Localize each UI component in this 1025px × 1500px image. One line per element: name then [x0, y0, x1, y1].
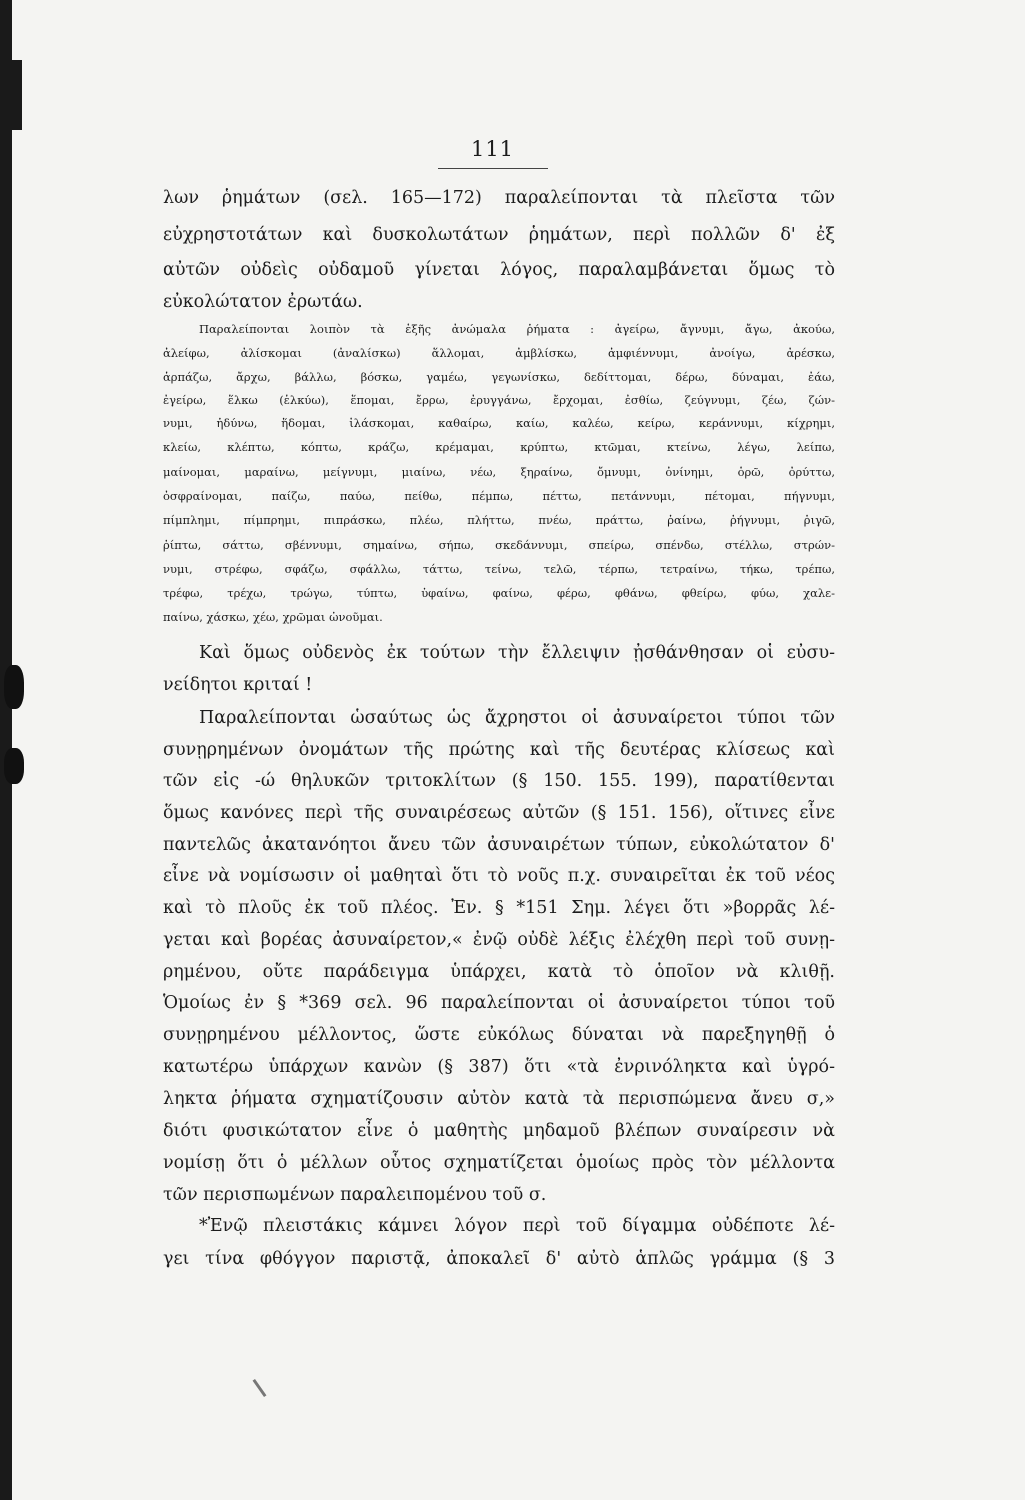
- text-line: ληκτα ῥήματα σχηματίζουσιν αὐτὸν κατὰ τὰ περισπώμενα ἄνευ σ,»: [163, 1089, 835, 1109]
- text-line: νομίσῃ ὅτι ὁ μέλλων οὗτος σχηματίζεται ὁμοίως πρὸς τὸν μέλλοντα: [163, 1153, 835, 1173]
- text-line: συνῃρημένων ὀνομάτων τῆς πρώτης καὶ τῆς δευτέρας κλίσεως καὶ: [163, 740, 835, 760]
- text-line: τῶν περισπωμένων παραλειπομένου τοῦ σ.: [163, 1185, 547, 1205]
- text-line: ὀσφραίνομαι, παίζω, παύω, πείθω, πέμπω, πέττω, πετάννυμι, πέτομαι, πήγνυμι,: [163, 489, 835, 503]
- text-line: νυμι, στρέφω, σφάζω, σφάλλω, τάττω, τείνω, τελῶ, τέρπω, τετραίνω, τήκω, τρέπω,: [163, 562, 835, 576]
- text-line: συνῃρημένου μέλλοντος, ὥστε εὐκόλως δύναται νὰ παρεξηγηθῇ ὁ: [163, 1025, 835, 1045]
- text-line: γεται καὶ βορέας ἀσυναίρετον,« ἐνῷ οὐδὲ λέξις ἐλέχθη περὶ τοῦ συνῃ-: [163, 930, 835, 950]
- footnote-line: *Ἐνῷ πλειστάκις κάμνει λόγον περὶ τοῦ δίγαμμα οὐδέποτε λέ-: [199, 1216, 835, 1236]
- text-line: πίμπλημι, πίμπρημι, πιπράσκω, πλέω, πλήττω, πνέω, πράττω, ῥαίνω, ῥήγνυμι, ῥιγῶ,: [163, 513, 835, 527]
- text-line: νείδητοι κριταί !: [163, 675, 313, 695]
- stray-mark: [253, 1379, 267, 1397]
- ink-blot: [4, 748, 24, 784]
- text-line: ῥίπτω, σάττω, σβέννυμι, σημαίνω, σήπω, σκεδάννυμι, σπείρω, σπένδω, στέλλω, στρών-: [163, 538, 835, 552]
- page-number: 111: [470, 137, 515, 161]
- text-line: εὐκολώτατον ἐρωτάω.: [163, 292, 363, 312]
- text-line: τῶν εἰς -ώ θηλυκῶν τριτοκλίτων (§ 150. 155. 199), παρατίθενται: [163, 771, 835, 791]
- ink-blot: [4, 665, 24, 709]
- text-line: ὅμως κανόνες περὶ τῆς συναιρέσεως αὐτῶν (§ 151. 156), οἵτινες εἶνε: [163, 803, 835, 823]
- text-line: παντελῶς ἀκατανόητοι ἄνευ τῶν ἀσυναιρέτων τύπων, εὐκολώτατον δ': [163, 835, 835, 855]
- text-line: κατωτέρω ὑπάρχων κανὼν (§ 387) ὅτι «τὰ ἐνρινόληκτα καὶ ὑγρό-: [163, 1057, 835, 1077]
- text-line: Καὶ ὅμως οὐδενὸς ἐκ τούτων τὴν ἔλλειψιν ᾐσθάνθησαν οἱ εὐσυ-: [199, 643, 835, 663]
- text-line: μαίνομαι, μαραίνω, μείγνυμι, μιαίνω, νέω, ξηραίνω, ὄμνυμι, ὀνίνημι, ὁρῶ, ὀρύττω,: [163, 465, 835, 479]
- footnote-line: γει τίνα φθόγγον παριστᾷ, ἀποκαλεῖ δ' αὐτὸ ἁπλῶς γράμμα (§ 3: [163, 1249, 835, 1269]
- text-line: παίνω, χάσκω, χέω, χρῶμαι ὠνοῦμαι.: [163, 610, 383, 624]
- text-line: ἁρπάζω, ἄρχω, βάλλω, βόσκω, γαμέω, γεγωνίσκω, δεδίττομαι, δέρω, δύναμαι, ἐάω,: [163, 370, 835, 384]
- text-line: Παραλείπονται ὡσαύτως ὡς ἄχρηστοι οἱ ἀσυναίρετοι τύποι τῶν: [199, 708, 835, 728]
- text-line: εἶνε νὰ νομίσωσιν οἱ μαθηταὶ ὅτι τὸ νοῦς π.χ. συναιρεῖται ἐκ τοῦ νέος: [163, 866, 835, 886]
- text-line: λων ῥημάτων (σελ. 165—172) παραλείπονται τὰ πλεῖστα τῶν: [163, 188, 835, 208]
- text-line: ρημένου, οὔτε παράδειγμα ὑπάρχει, κατὰ τὸ ὁποῖον νὰ κλιθῇ.: [163, 962, 835, 982]
- text-line: Παραλείπονται λοιπὸν τὰ ἑξῆς ἀνώμαλα ῥήματα : ἀγείρω, ἄγνυμι, ἄγω, ἀκούω,: [199, 322, 835, 336]
- text-line: αὐτῶν οὐδεὶς οὐδαμοῦ γίνεται λόγος, παραλαμβάνεται ὅμως τὸ: [163, 260, 835, 280]
- text-line: ἀλείφω, ἀλίσκομαι (ἀναλίσκω) ἅλλομαι, ἀμβλίσκω, ἀμφιέννυμι, ἀνοίγω, ἀρέσκω,: [163, 346, 835, 360]
- header-rule: [438, 168, 548, 169]
- binding-edge-mark: [12, 60, 22, 130]
- text-line: νυμι, ἡδύνω, ἥδομαι, ἱλάσκομαι, καθαίρω, καίω, καλέω, κείρω, κεράννυμι, κίχρημι,: [163, 416, 835, 430]
- text-line: κλείω, κλέπτω, κόπτω, κράζω, κρέμαμαι, κρύπτω, κτῶμαι, κτείνω, λέγω, λείπω,: [163, 440, 835, 454]
- text-line: εὐχρηστοτάτων καὶ δυσκολωτάτων ῥημάτων, περὶ πολλῶν δ' ἐξ: [163, 225, 835, 245]
- text-line: διότι φυσικώτατον εἶνε ὁ μαθητὴς μηδαμοῦ βλέπων συναίρεσιν νὰ: [163, 1121, 835, 1141]
- text-line: τρέφω, τρέχω, τρώγω, τύπτω, ὑφαίνω, φαίνω, φέρω, φθάνω, φθείρω, φύω, χαλε-: [163, 586, 835, 600]
- text-line: ἐγείρω, ἕλκω (ἑλκύω), ἕπομαι, ἔρρω, ἐρυγγάνω, ἔρχομαι, ἐσθίω, ζεύγνυμι, ζέω, ζών-: [163, 393, 835, 407]
- text-line: Ὁμοίως ἐν § *369 σελ. 96 παραλείπονται οἱ ἀσυναίρετοι τύποι τοῦ: [163, 993, 835, 1013]
- text-line: καὶ τὸ πλοῦς ἐκ τοῦ πλέος. Ἐν. § *151 Σημ. λέγει ὅτι »βορρᾶς λέ-: [163, 898, 835, 918]
